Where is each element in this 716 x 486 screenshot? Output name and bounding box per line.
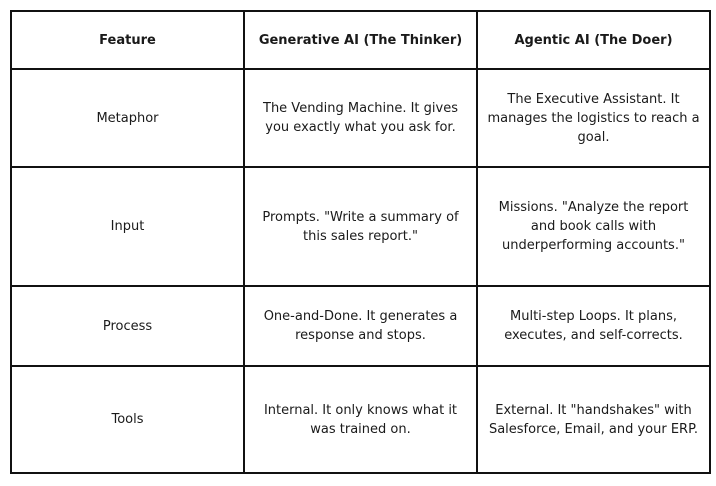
table-header-row: [11, 11, 710, 69]
table-row: [11, 167, 710, 286]
feature-cell: Metaphor: [11, 69, 244, 167]
feature-cell: Tools: [11, 366, 244, 473]
table-row: [11, 69, 710, 167]
table-row: [11, 366, 710, 473]
header-agentic-ai: Agentic AI (The Doer): [477, 11, 710, 69]
feature-cell: Process: [11, 286, 244, 366]
agentic-cell: External. It "handshakes" with Salesforce, Email, and your ERP.: [477, 366, 710, 473]
generative-cell: One-and-Done. It generates a response and stops.: [244, 286, 477, 366]
header-generative-ai: Generative AI (The Thinker): [244, 11, 477, 69]
agentic-cell: Missions. "Analyze the report and book calls with underperforming accounts.": [477, 167, 710, 286]
agentic-cell: Multi-step Loops. It plans, executes, and self-corrects.: [477, 286, 710, 366]
generative-cell: The Vending Machine. It gives you exactly what you ask for.: [244, 69, 477, 167]
generative-cell: Prompts. "Write a summary of this sales report.": [244, 167, 477, 286]
comparison-table: [10, 10, 711, 474]
header-feature: Feature: [11, 11, 244, 69]
agentic-cell: The Executive Assistant. It manages the logistics to reach a goal.: [477, 69, 710, 167]
generative-cell: Internal. It only knows what it was trained on.: [244, 366, 477, 473]
table-row: [11, 286, 710, 366]
feature-cell: Input: [11, 167, 244, 286]
